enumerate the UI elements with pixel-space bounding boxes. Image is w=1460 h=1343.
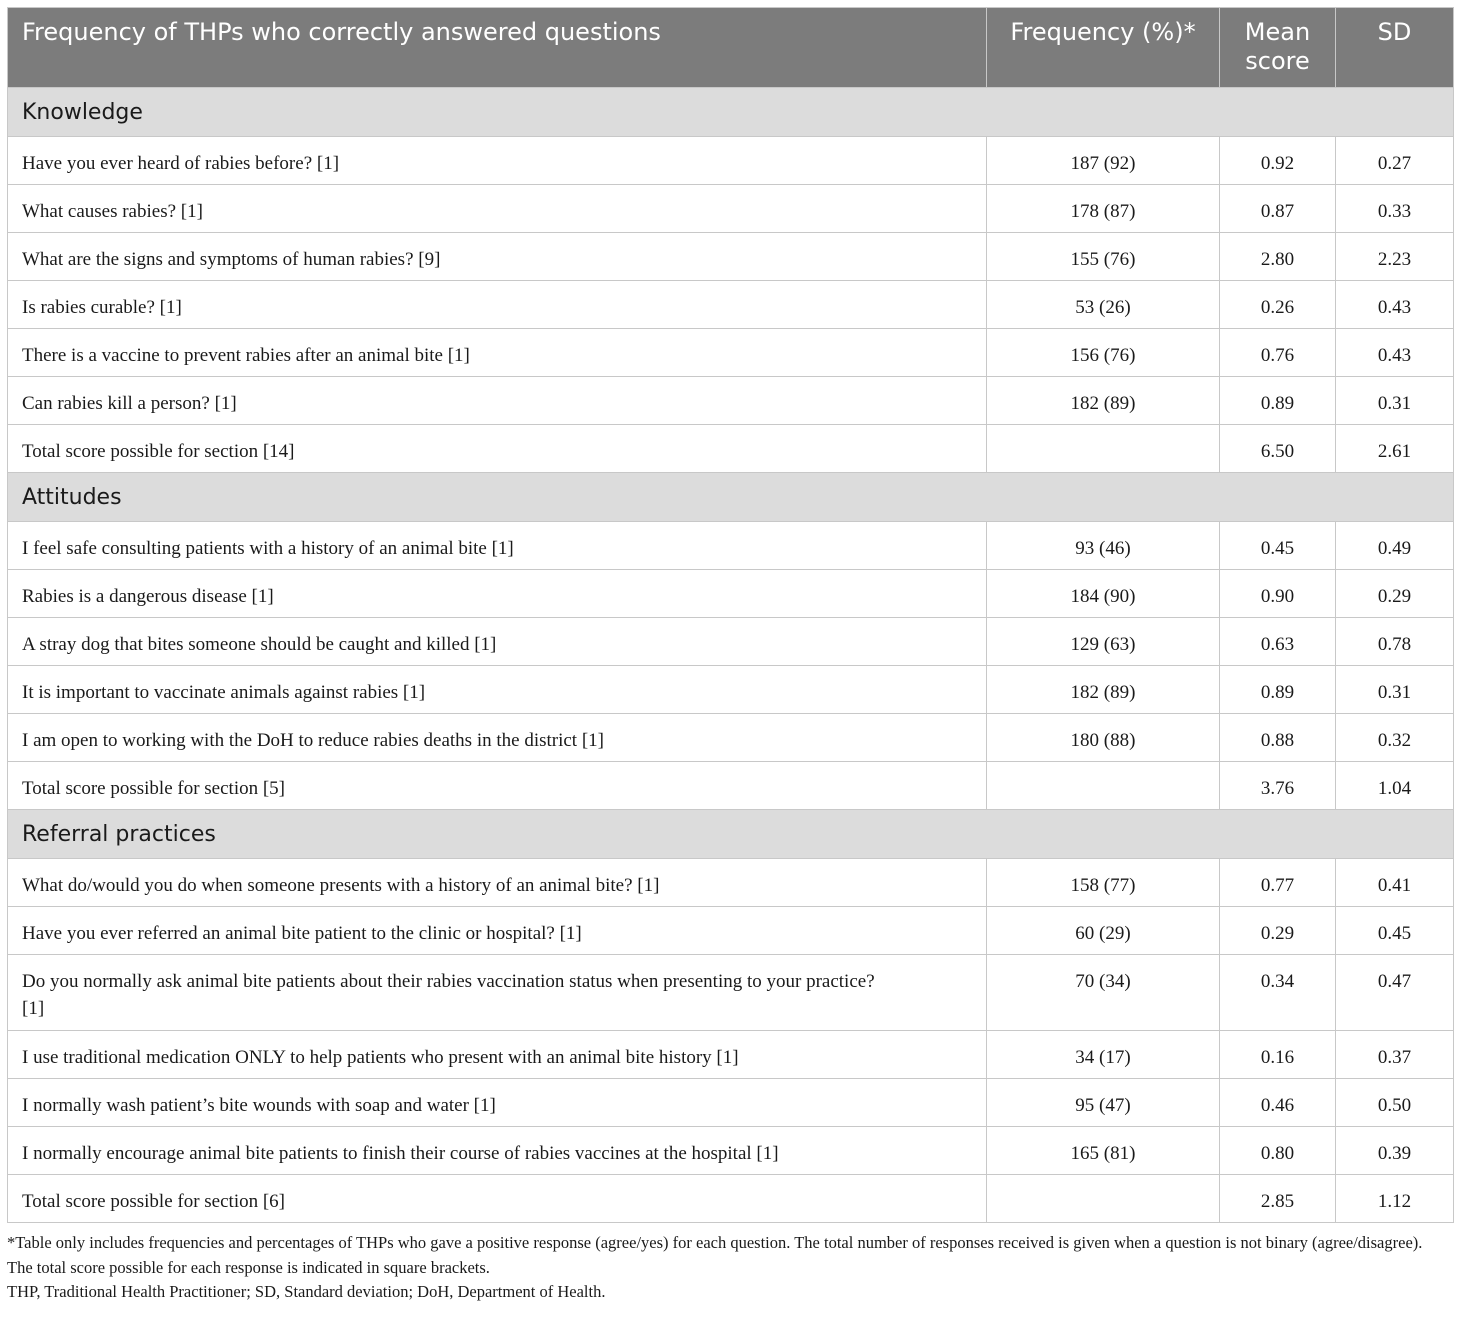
- sd-cell: 1.04: [1336, 762, 1454, 810]
- question-cell: Can rabies kill a person? [1]: [8, 377, 987, 425]
- frequency-cell: 155 (76): [987, 233, 1220, 281]
- question-cell: Total score possible for section [6]: [8, 1175, 987, 1223]
- sd-cell: 0.29: [1336, 570, 1454, 618]
- frequency-cell: 60 (29): [987, 907, 1220, 955]
- mean-score-cell: 0.29: [1220, 907, 1336, 955]
- frequency-cell: 182 (89): [987, 377, 1220, 425]
- sd-cell: 0.41: [1336, 859, 1454, 907]
- frequency-cell: [987, 425, 1220, 473]
- question-cell: Have you ever referred an animal bite patient to the clinic or hospital? [1]: [8, 907, 987, 955]
- question-cell: I am open to working with the DoH to reduce rabies deaths in the district [1]: [8, 714, 987, 762]
- question-cell: I normally encourage animal bite patients to finish their course of rabies vaccines at the hospital [1]: [8, 1127, 987, 1175]
- frequency-cell: 165 (81): [987, 1127, 1220, 1175]
- frequency-cell: 156 (76): [987, 329, 1220, 377]
- footnote: *Table only includes frequencies and percentages of THPs who gave a positive response (agree/yes) for each question. The total number of responses received is given when a question is not binary (agree/disagree).: [7, 1233, 1423, 1252]
- table-footnotes: [7, 1231, 1453, 1305]
- mean-score-cell: 0.92: [1220, 137, 1336, 185]
- mean-score-cell: 0.87: [1220, 185, 1336, 233]
- table-row: [8, 618, 1454, 666]
- mean-score-cell: 2.80: [1220, 233, 1336, 281]
- frequency-cell: [987, 762, 1220, 810]
- mean-score-cell: 0.77: [1220, 859, 1336, 907]
- question-cell: What causes rabies? [1]: [8, 185, 987, 233]
- header-sd: SD: [1336, 8, 1454, 88]
- mean-score-cell: 0.88: [1220, 714, 1336, 762]
- header-mean-score: Mean score: [1220, 8, 1336, 88]
- section-title: Attitudes: [8, 473, 1454, 522]
- sd-cell: 0.47: [1336, 955, 1454, 1031]
- question-cell: I feel safe consulting patients with a history of an animal bite [1]: [8, 522, 987, 570]
- frequency-cell: 178 (87): [987, 185, 1220, 233]
- mean-score-cell: 6.50: [1220, 425, 1336, 473]
- frequency-cell: 182 (89): [987, 666, 1220, 714]
- sd-cell: 0.50: [1336, 1079, 1454, 1127]
- frequency-cell: 34 (17): [987, 1031, 1220, 1079]
- sd-cell: 2.23: [1336, 233, 1454, 281]
- table-row: [8, 666, 1454, 714]
- header-frequency: Frequency (%)*: [987, 8, 1220, 88]
- question-cell: What are the signs and symptoms of human rabies? [9]: [8, 233, 987, 281]
- frequency-cell: 187 (92): [987, 137, 1220, 185]
- mean-score-cell: 0.89: [1220, 666, 1336, 714]
- footnote: THP, Traditional Health Practitioner; SD, Standard deviation; DoH, Department of Health.: [7, 1282, 606, 1301]
- table-row: [8, 907, 1454, 955]
- sd-cell: 0.33: [1336, 185, 1454, 233]
- document-page: [7, 7, 1453, 1305]
- section-title: Knowledge: [8, 88, 1454, 137]
- question-cell: Rabies is a dangerous disease [1]: [8, 570, 987, 618]
- sd-cell: 0.27: [1336, 137, 1454, 185]
- question-cell: Total score possible for section [14]: [8, 425, 987, 473]
- question-cell: There is a vaccine to prevent rabies after an animal bite [1]: [8, 329, 987, 377]
- section-header-row: [8, 810, 1454, 859]
- mean-score-cell: 0.26: [1220, 281, 1336, 329]
- table-row: [8, 329, 1454, 377]
- sd-cell: 0.37: [1336, 1031, 1454, 1079]
- mean-score-cell: 2.85: [1220, 1175, 1336, 1223]
- header-row: [8, 8, 1454, 88]
- table-row: [8, 137, 1454, 185]
- frequency-cell: 184 (90): [987, 570, 1220, 618]
- table-row: [8, 185, 1454, 233]
- section-title: Referral practices: [8, 810, 1454, 859]
- table-row: [8, 762, 1454, 810]
- mean-score-cell: 0.46: [1220, 1079, 1336, 1127]
- question-cell: What do/would you do when someone presents with a history of an animal bite? [1]: [8, 859, 987, 907]
- frequency-cell: 93 (46): [987, 522, 1220, 570]
- question-cell: Do you normally ask animal bite patients about their rabies vaccination status when presenting to your practice? [1]: [8, 955, 987, 1031]
- table-row: [8, 570, 1454, 618]
- table-row: [8, 955, 1454, 1031]
- sd-cell: 0.32: [1336, 714, 1454, 762]
- header-question: Frequency of THPs who correctly answered questions: [8, 8, 987, 88]
- section-header-row: [8, 473, 1454, 522]
- frequency-cell: 53 (26): [987, 281, 1220, 329]
- table-row: [8, 425, 1454, 473]
- table-row: [8, 1031, 1454, 1079]
- question-cell: Have you ever heard of rabies before? [1]: [8, 137, 987, 185]
- sd-cell: 0.45: [1336, 907, 1454, 955]
- frequency-cell: 180 (88): [987, 714, 1220, 762]
- mean-score-cell: 0.63: [1220, 618, 1336, 666]
- frequency-cell: 129 (63): [987, 618, 1220, 666]
- sd-cell: 0.49: [1336, 522, 1454, 570]
- table-row: [8, 377, 1454, 425]
- sd-cell: 2.61: [1336, 425, 1454, 473]
- footnote: The total score possible for each response is indicated in square brackets.: [7, 1257, 490, 1277]
- frequency-cell: 158 (77): [987, 859, 1220, 907]
- sd-cell: 0.39: [1336, 1127, 1454, 1175]
- table-body: [8, 88, 1454, 1223]
- mean-score-cell: 0.89: [1220, 377, 1336, 425]
- table-header: [8, 8, 1454, 88]
- question-cell: I normally wash patient’s bite wounds with soap and water [1]: [8, 1079, 987, 1127]
- results-table: [7, 7, 1454, 1223]
- sd-cell: 0.31: [1336, 666, 1454, 714]
- sd-cell: 0.43: [1336, 281, 1454, 329]
- question-cell: I use traditional medication ONLY to help patients who present with an animal bite history [1]: [8, 1031, 987, 1079]
- question-cell: It is important to vaccinate animals against rabies [1]: [8, 666, 987, 714]
- table-row: [8, 281, 1454, 329]
- table-row: [8, 1127, 1454, 1175]
- mean-score-cell: 0.34: [1220, 955, 1336, 1031]
- frequency-cell: [987, 1175, 1220, 1223]
- table-row: [8, 522, 1454, 570]
- question-cell: Is rabies curable? [1]: [8, 281, 987, 329]
- mean-score-cell: 0.80: [1220, 1127, 1336, 1175]
- sd-cell: 1.12: [1336, 1175, 1454, 1223]
- sd-cell: 0.43: [1336, 329, 1454, 377]
- frequency-cell: 70 (34): [987, 955, 1220, 1031]
- table-row: [8, 233, 1454, 281]
- mean-score-cell: 0.76: [1220, 329, 1336, 377]
- mean-score-cell: 3.76: [1220, 762, 1336, 810]
- table-row: [8, 1175, 1454, 1223]
- table-row: [8, 1079, 1454, 1127]
- mean-score-cell: 0.45: [1220, 522, 1336, 570]
- mean-score-cell: 0.90: [1220, 570, 1336, 618]
- table-row: [8, 714, 1454, 762]
- sd-cell: 0.31: [1336, 377, 1454, 425]
- mean-score-cell: 0.16: [1220, 1031, 1336, 1079]
- table-row: [8, 859, 1454, 907]
- frequency-cell: 95 (47): [987, 1079, 1220, 1127]
- section-header-row: [8, 88, 1454, 137]
- question-cell: A stray dog that bites someone should be caught and killed [1]: [8, 618, 987, 666]
- sd-cell: 0.78: [1336, 618, 1454, 666]
- question-cell: Total score possible for section [5]: [8, 762, 987, 810]
